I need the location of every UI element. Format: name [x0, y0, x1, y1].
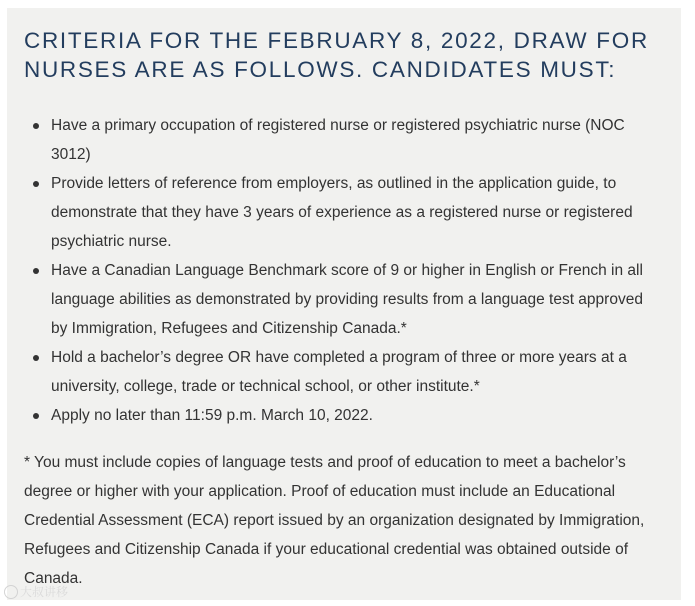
bullet-icon: [33, 268, 39, 274]
criteria-item-text: Have a Canadian Language Benchmark score of 9 or higher in English or French in all language abilities as demonstrated by providing results from a language test approved by Immigration, Refugees and Citizenship Canada.*: [51, 262, 643, 337]
criteria-item: [24, 256, 663, 343]
watermark-text: 大叔讲移: [20, 585, 69, 599]
watermark-logo-icon: [4, 585, 18, 599]
criteria-item: [24, 343, 663, 401]
bullet-icon: [33, 181, 39, 187]
watermark: [4, 583, 68, 600]
criteria-item-text: Provide letters of reference from employers, as outlined in the application guide, to demonstrate that they have 3 years of experience as a registered nurse or registered psychiatric nurse.: [51, 175, 633, 250]
bullet-icon: [33, 355, 39, 361]
bullet-icon: [33, 123, 39, 129]
criteria-item: [24, 401, 663, 430]
criteria-panel: [7, 8, 681, 600]
criteria-heading: CRITERIA FOR THE FEBRUARY 8, 2022, DRAW FOR NURSES ARE AS FOLLOWS. CANDIDATES MUST:: [24, 28, 649, 82]
criteria-item: [24, 111, 663, 169]
footnote: * You must include copies of language tests and proof of education to meet a bachelor’s degree or higher with your application. Proof of education must include an Educational Credential Assessment (ECA) report issued by an organization designated by Immigration, Refugees and Citizenship Canada if your educational credential was obtained outside of Canada.: [24, 454, 645, 587]
criteria-list: [24, 111, 663, 430]
criteria-item-text: Apply no later than 11:59 p.m. March 10, 2022.: [51, 407, 373, 424]
criteria-item: [24, 169, 663, 256]
criteria-item-text: Have a primary occupation of registered nurse or registered psychiatric nurse (NOC 3012): [51, 117, 625, 163]
bullet-icon: [33, 413, 39, 419]
criteria-item-text: Hold a bachelor’s degree OR have completed a program of three or more years at a university, college, trade or technical school, or other institute.*: [51, 349, 627, 395]
